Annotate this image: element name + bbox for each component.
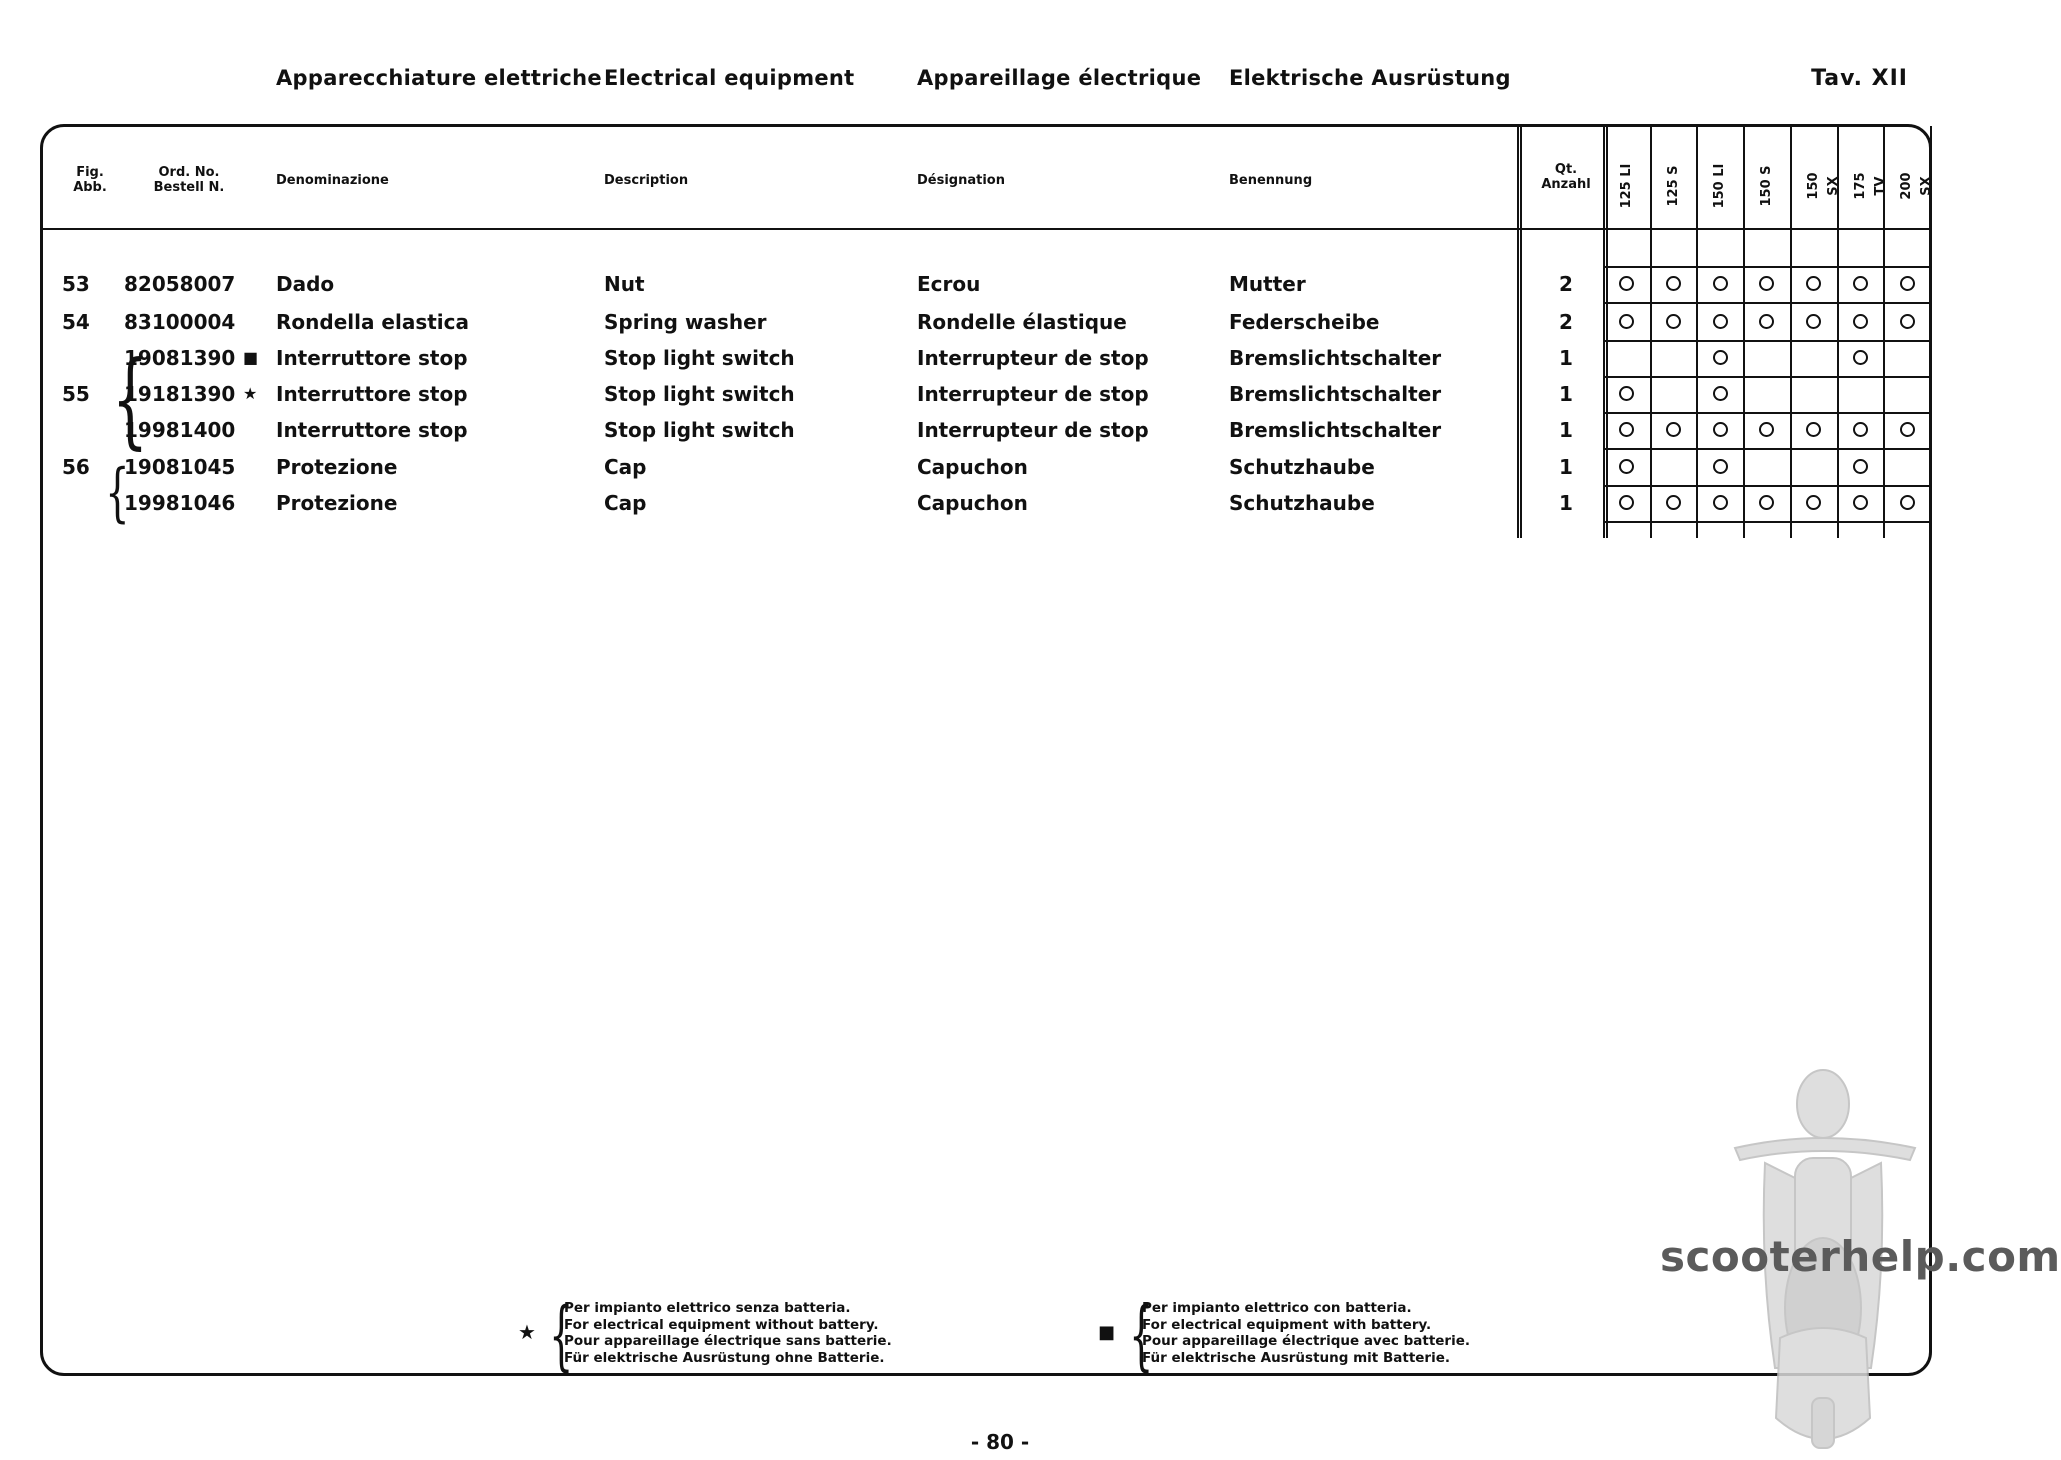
row-quantity: 2 <box>1559 310 1573 334</box>
row-denominazione: Protezione <box>276 491 398 515</box>
model-applicability-mark <box>1900 314 1915 329</box>
row-designation: Interrupteur de stop <box>917 418 1149 442</box>
row-fig: 56 <box>62 455 90 479</box>
table-row <box>0 449 2000 485</box>
footnote-star-brace: { <box>549 1290 574 1379</box>
model-applicability-mark <box>1759 422 1774 437</box>
row-order-number: 19981400 <box>124 418 236 442</box>
row-benennung: Federscheibe <box>1229 310 1380 334</box>
footnote-square-brace: { <box>1129 1290 1154 1379</box>
model-applicability-mark <box>1853 276 1868 291</box>
row-quantity: 1 <box>1559 418 1573 442</box>
model-header: 175 TV <box>1853 172 1888 200</box>
row-description: Stop light switch <box>604 346 795 370</box>
model-applicability-mark <box>1619 422 1634 437</box>
row-grid-line <box>1603 521 1930 523</box>
row-denominazione: Interruttore stop <box>276 418 468 442</box>
footnote-star-text: Per impianto elettrico senza batteria. For electrical equipment without battery. Pour appareillage électrique sans batterie. Für elektrische Ausrüstung ohne Batterie. <box>564 1300 892 1366</box>
model-applicability-mark <box>1853 459 1868 474</box>
header-title-en: Electrical equipment <box>604 66 855 90</box>
col-qty: Qt. Anzahl <box>1541 162 1591 192</box>
col-denominazione: Denominazione <box>276 173 389 188</box>
footnote-star-symbol: ★ <box>518 1320 536 1344</box>
model-applicability-mark <box>1713 350 1728 365</box>
row-quantity: 1 <box>1559 346 1573 370</box>
col-description: Description <box>604 173 689 188</box>
row-order-number: 82058007 <box>124 272 236 296</box>
row-denominazione: Interruttore stop <box>276 382 468 406</box>
row-description: Stop light switch <box>604 418 795 442</box>
row-description: Nut <box>604 272 645 296</box>
row-designation: Interrupteur de stop <box>917 382 1149 406</box>
row-quantity: 1 <box>1559 382 1573 406</box>
table-number: Tav. XII <box>1811 66 1908 91</box>
col-ord: Ord. No. Bestell N. <box>153 165 225 195</box>
row-designation: Interrupteur de stop <box>917 346 1149 370</box>
row-quantity: 2 <box>1559 272 1573 296</box>
footnote-square-symbol: ■ <box>1098 1322 1116 1343</box>
row-order-number: 19981046 <box>124 491 236 515</box>
row-designation: Capuchon <box>917 455 1028 479</box>
model-header: 125 S <box>1666 165 1681 207</box>
model-applicability-mark <box>1666 276 1681 291</box>
row-description: Cap <box>604 491 647 515</box>
header-title-it: Apparecchiature elettriche <box>276 66 602 90</box>
row-benennung: Schutzhaube <box>1229 455 1375 479</box>
model-applicability-mark <box>1900 495 1915 510</box>
table-row <box>0 266 2000 302</box>
row-description: Spring washer <box>604 310 767 334</box>
row-denominazione: Protezione <box>276 455 398 479</box>
model-applicability-mark <box>1853 422 1868 437</box>
model-applicability-mark <box>1853 495 1868 510</box>
row-denominazione: Interruttore stop <box>276 346 468 370</box>
row-fig: 55 <box>62 382 90 406</box>
row-fig: 54 <box>62 310 90 334</box>
col-benennung: Benennung <box>1229 173 1313 188</box>
row-benennung: Mutter <box>1229 272 1306 296</box>
model-applicability-mark <box>1666 314 1681 329</box>
model-header: 150 S <box>1759 165 1774 207</box>
brace-fig-55: { <box>111 338 149 460</box>
row-designation: Ecrou <box>917 272 981 296</box>
model-applicability-mark <box>1759 314 1774 329</box>
table-row <box>0 485 2000 521</box>
model-applicability-mark <box>1713 422 1728 437</box>
model-applicability-mark <box>1619 495 1634 510</box>
model-header: 125 LI <box>1619 163 1634 209</box>
model-applicability-mark <box>1713 386 1728 401</box>
row-designation: Rondelle élastique <box>917 310 1127 334</box>
header-title-fr: Appareillage électrique <box>917 66 1202 90</box>
row-benennung: Bremslichtschalter <box>1229 346 1442 370</box>
model-applicability-mark <box>1619 386 1634 401</box>
row-description: Stop light switch <box>604 382 795 406</box>
model-applicability-mark <box>1619 314 1634 329</box>
model-applicability-mark <box>1713 459 1728 474</box>
model-applicability-mark <box>1713 495 1728 510</box>
row-designation: Capuchon <box>917 491 1028 515</box>
table-row <box>0 304 2000 340</box>
model-applicability-mark <box>1900 276 1915 291</box>
row-quantity: 1 <box>1559 491 1573 515</box>
table-row <box>0 376 2000 412</box>
table-row <box>0 412 2000 448</box>
model-applicability-mark <box>1759 276 1774 291</box>
model-applicability-mark <box>1619 459 1634 474</box>
row-symbol: ■ <box>243 348 259 367</box>
model-applicability-mark <box>1806 495 1821 510</box>
model-header: 150 LI <box>1712 163 1727 209</box>
footnote-square-text: Per impianto elettrico con batteria. For electrical equipment with battery. Pour appareillage électrique avec batterie. Für elektrische Ausrüstung mit Batterie. <box>1142 1300 1470 1366</box>
row-benennung: Bremslichtschalter <box>1229 418 1442 442</box>
model-applicability-mark <box>1619 276 1634 291</box>
model-applicability-mark <box>1713 276 1728 291</box>
header-rule <box>41 228 1931 230</box>
model-header: 150 SX <box>1806 172 1841 200</box>
row-order-number: 19081045 <box>124 455 236 479</box>
row-denominazione: Rondella elastica <box>276 310 470 334</box>
row-order-number: 19081390 <box>124 346 236 370</box>
model-applicability-mark <box>1900 422 1915 437</box>
model-applicability-mark <box>1853 350 1868 365</box>
model-header: 200 SX <box>1899 172 1934 200</box>
col-fig: Fig. Abb. <box>73 165 107 195</box>
col-designation: Désignation <box>917 173 1005 188</box>
row-fig: 53 <box>62 272 90 296</box>
table-row <box>0 340 2000 376</box>
row-quantity: 1 <box>1559 455 1573 479</box>
brace-fig-56: { <box>105 456 130 530</box>
watermark-text: scooterhelp.com <box>1660 1232 2061 1281</box>
model-applicability-mark <box>1713 314 1728 329</box>
row-benennung: Bremslichtschalter <box>1229 382 1442 406</box>
header-title-de: Elektrische Ausrüstung <box>1229 66 1511 90</box>
row-grid-line <box>1603 266 1930 268</box>
row-order-number: 83100004 <box>124 310 236 334</box>
model-applicability-mark <box>1759 495 1774 510</box>
page-number: - 80 - <box>970 1430 1030 1454</box>
model-applicability-mark <box>1853 314 1868 329</box>
model-applicability-mark <box>1806 276 1821 291</box>
model-applicability-mark <box>1806 422 1821 437</box>
row-description: Cap <box>604 455 647 479</box>
model-applicability-mark <box>1666 495 1681 510</box>
model-applicability-mark <box>1666 422 1681 437</box>
row-benennung: Schutzhaube <box>1229 491 1375 515</box>
row-symbol: ★ <box>243 384 258 403</box>
model-applicability-mark <box>1806 314 1821 329</box>
row-denominazione: Dado <box>276 272 335 296</box>
row-order-number: 19181390 <box>124 382 236 406</box>
